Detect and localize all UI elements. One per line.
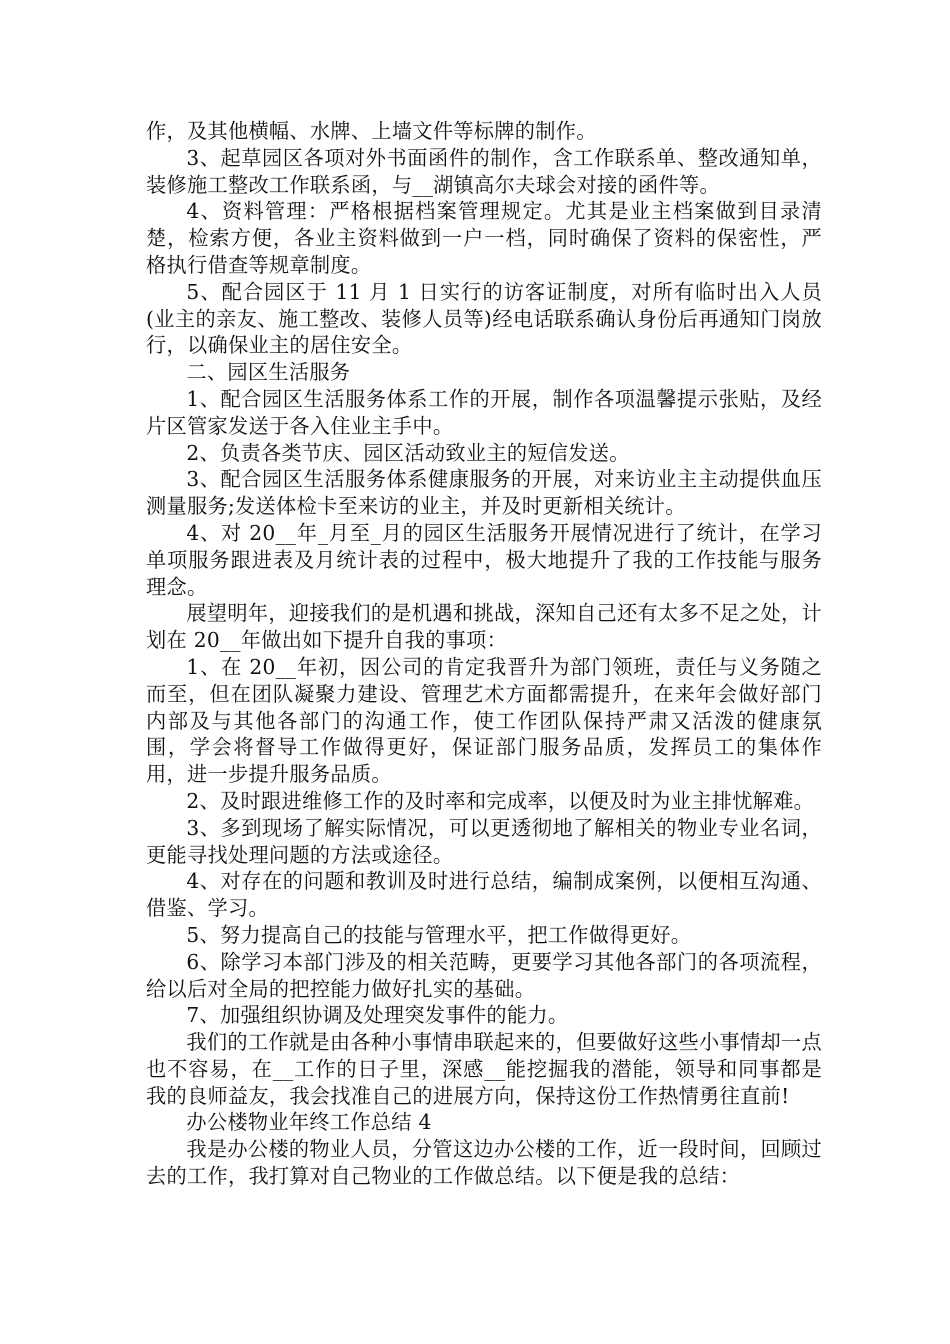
paragraph: 我是办公楼的物业人员，分管这边办公楼的工作，近一段时间，回顾过去的工作，我打算对自己物业的工作做总结。以下便是我的总结： — [146, 1137, 822, 1189]
paragraph: 2、负责各类节庆、园区活动致业主的短信发送。 — [186, 440, 630, 465]
paragraph: 3、多到现场了解实际情况，可以更透彻地了解相关的物业专业名词，更能寻找处理问题的方法或途径。 — [146, 815, 822, 867]
paragraph: 3、配合园区生活服务体系健康服务的开展，对来访业主主动提供血压测量服务;发送体检卡至来访的业主，并及时更新相关统计。 — [146, 467, 822, 519]
paragraph: 1、在 20__年初，因公司的肯定我晋升为部门领班，责任与义务随之而至，但在团队凝聚力建设、管理艺术方面都需提升，在来年会做好部门内部及与其他各部门的沟通工作，使工作团队保持严肃又活泼的健康氛围，学会将督导工作做得更好，保证部门服务品质，发挥员工的集体作用，进一步提升服务品质。 — [146, 654, 822, 787]
paragraph: 5、努力提高自己的技能与管理水平，把工作做得更好。 — [186, 922, 692, 947]
paragraph: 7、加强组织协调及处理突发事件的能力。 — [186, 1003, 569, 1028]
paragraph: 6、除学习本部门涉及的相关范畴，更要学习其他各部门的各项流程，给以后对全局的把控能力做好扎实的基础。 — [146, 949, 822, 1001]
paragraph: 4、对存在的问题和教训及时进行总结，编制成案例，以便相互沟通、借鉴、学习。 — [146, 869, 822, 921]
paragraph: 4、资料管理：严格根据档案管理规定。尤其是业主档案做到目录清楚，检索方便，各业主资料做到一户一档，同时确保了资料的保密性，严格执行借查等规章制度。 — [146, 199, 822, 277]
paragraph: 1、配合园区生活服务体系工作的开展，制作各项温馨提示张贴，及经片区管家发送于各入住业主手中。 — [146, 386, 822, 438]
section-heading: 二、园区生活服务 — [186, 360, 351, 385]
document-body — [146, 118, 822, 1190]
paragraph: 我们的工作就是由各种小事情串联起来的，但要做好这些小事情却一点也不容易，在__工作的日子里，深感__能挖掘我的潜能，领导和同事都是我的良师益友，我会找准自己的进展方向，保持这份工作热情勇往直前! — [146, 1030, 822, 1108]
document-title: 办公楼物业年终工作总结 4 — [186, 1110, 432, 1135]
paragraph: 展望明年，迎接我们的是机遇和挑战，深知自己还有太多不足之处，计划在 20__年做出如下提升自我的事项： — [146, 601, 822, 653]
paragraph: 作，及其他横幅、水牌、上墙文件等标牌的制作。 — [146, 119, 597, 143]
paragraph: 5、配合园区于 11 月 1 日实行的访客证制度，对所有临时出入人员(业主的亲友、施工整改、装修人员等)经电话联系确认身份后再通知门岗放行，以确保业主的居住安全。 — [146, 279, 822, 358]
paragraph: 3、起草园区各项对外书面函件的制作，含工作联系单、整改通知单，装修施工整改工作联系函，与__湖镇高尔夫球会对接的函件等。 — [146, 145, 822, 197]
paragraph: 2、及时跟进维修工作的及时率和完成率，以便及时为业主排忧解难。 — [186, 788, 815, 813]
paragraph: 4、对 20__年_月至_月的园区生活服务开展情况进行了统计，在学习单项服务跟进表及月统计表的过程中，极大地提升了我的工作技能与服务理念。 — [146, 520, 822, 599]
